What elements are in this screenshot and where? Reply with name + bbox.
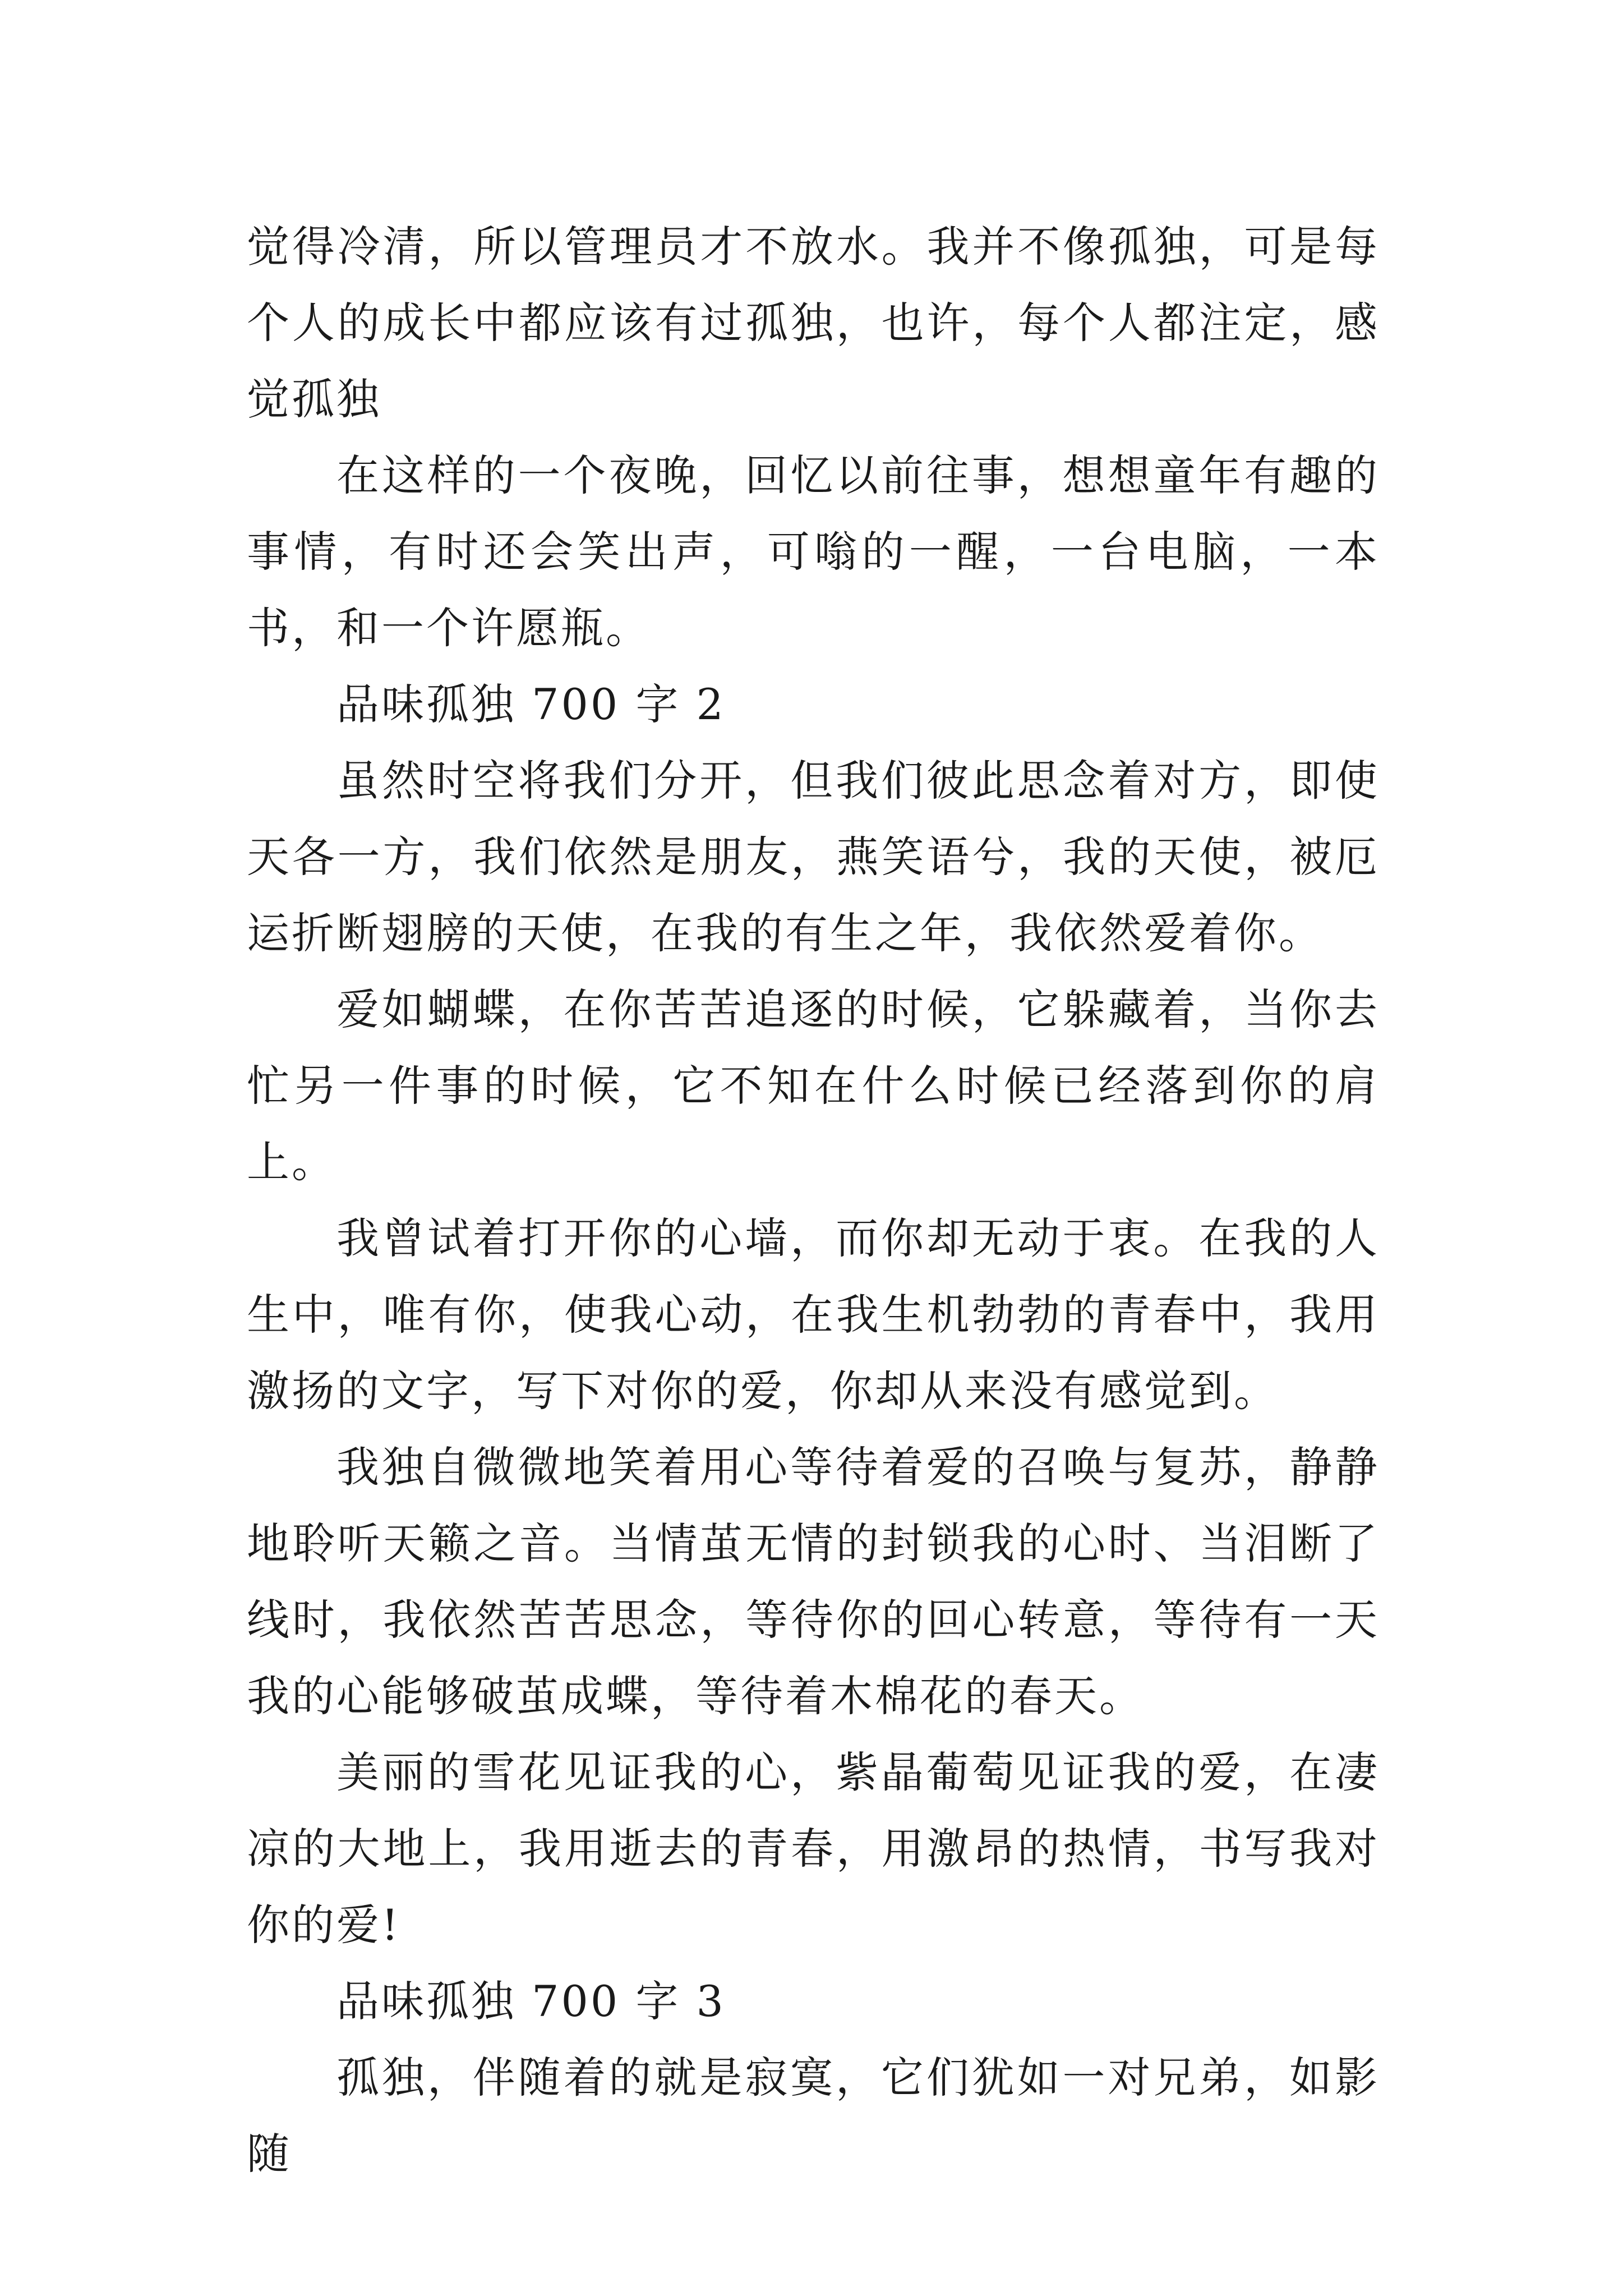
paragraph-4: 爱如蝴蝶，在你苦苦追逐的时候，它躲藏着，当你去忙另一件事的时候，它不知在什么时候已经落到你的肩上。 — [247, 984, 1380, 1187]
paragraph-2: 在这样的一个夜晚，回忆以前往事，想想童年有趣的事情，有时还会笑出声，可嗡的一醒，一台电脑，一本书，和一个许愿瓶。 — [247, 450, 1380, 653]
paragraph-8: 孤独，伴随着的就是寂寞，它们犹如一对兄弟，如影随 — [247, 2053, 1380, 2179]
section-heading-3: 品味孤独 700 字 3 — [336, 1976, 726, 2026]
paragraph-5: 我曾试着打开你的心墙，而你却无动于衷。在我的人生中，唯有你，使我心动，在我生机勃勃的青春中，我用激扬的文字，写下对你的爱，你却从来没有感觉到。 — [247, 1213, 1380, 1416]
paragraph-7: 美丽的雪花见证我的心，紫晶葡萄见证我的爱，在凄凉的大地上，我用逝去的青春，用激昂的热情，书写我对你的爱! — [247, 1747, 1380, 1950]
paragraph-3: 虽然时空将我们分开，但我们彼此思念着对方，即使天各一方，我们依然是朋友，燕笑语兮，我的天使，被厄运折断翅膀的天使，在我的有生之年，我依然爱着你。 — [247, 756, 1380, 958]
document-body — [247, 209, 1380, 2192]
section-heading-2: 品味孤独 700 字 2 — [336, 679, 726, 729]
paragraph-6: 我独自微微地笑着用心等待着爱的召唤与复苏，静静地聆听天籁之音。当情茧无情的封锁我的心时、当泪断了线时，我依然苦苦思念，等待你的回心转意，等待有一天我的心能够破茧成蝶，等待着木棉花的春天。 — [247, 1442, 1380, 1721]
paragraph-1: 觉得冷清，所以管理员才不放水。我并不像孤独，可是每个人的成长中都应该有过孤独，也许，每个人都注定，感觉孤独 — [247, 222, 1380, 424]
